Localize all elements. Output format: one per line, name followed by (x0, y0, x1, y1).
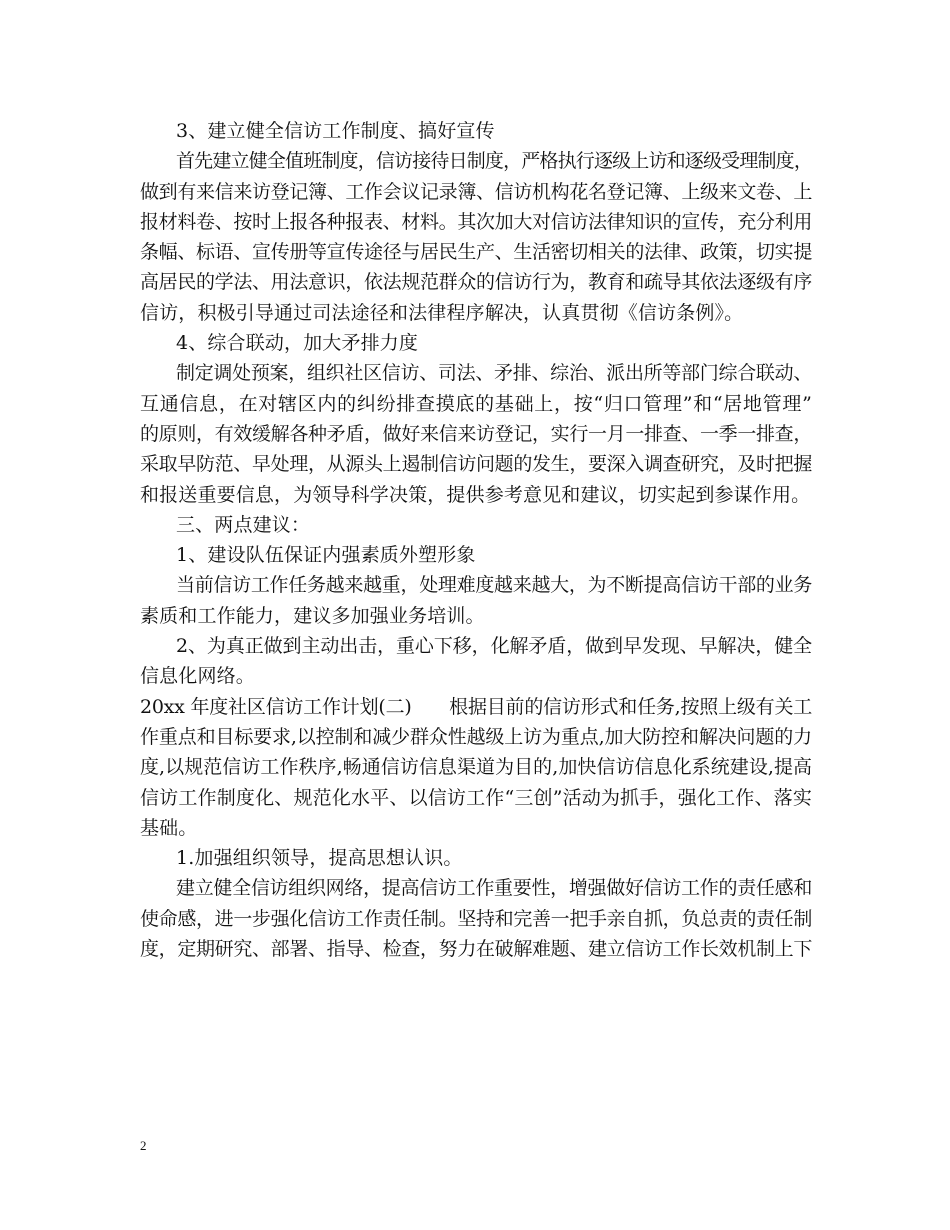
paragraph-line: 做到有来信来访登记簿、工作会议记录簿、信访机构花名登记簿、上级来文卷、上 (140, 180, 812, 203)
heading-3-establish-system: 3、建立健全信访工作制度、搞好宣传 (176, 120, 495, 142)
paragraph-line: 制定调处预案，组织社区信访、司法、矛排、综治、派出所等部门综合联动、 (176, 362, 812, 385)
paragraph-line: 作重点和目标要求,以控制和减少群众性越级上访为重点,加大防控和解决问题的力 (140, 725, 812, 748)
heading-1-leadership: 1.加强组织领导，提高思想认识。 (176, 847, 463, 870)
paragraph-line: 度,以规范信访工作秩序,畅通信访信息渠道为目的,加快信访信息化系统建设,提高 (140, 756, 813, 779)
plan-title-line: 20xx 年度社区信访工作计划(二) 根据目前的信访形式和任务,按照上级有关工 (140, 695, 812, 718)
paragraph-line: 信息化网络。 (140, 665, 255, 688)
heading-1-team-building: 1、建设队伍保证内强素质外塑形象 (176, 544, 476, 567)
paragraph-line: 首先建立健全值班制度，信访接待日制度，严格执行逐级上访和逐级受理制度， (176, 150, 812, 173)
page-number: 2 (140, 1138, 147, 1153)
paragraph-line: 条幅、标语、宣传册等宣传途径与居民生产、生活密切相关的法律、政策，切实提 (140, 241, 812, 264)
paragraph-line: 使命感，进一步强化信访工作责任制。坚持和完善一把手亲自抓，负总责的责任制 (140, 907, 812, 930)
paragraph-line: 信访工作制度化、规范化水平、以信访工作“三创”活动为抓手，强化工作、落实 (140, 786, 812, 809)
paragraph-line: 2、为真正做到主动出击，重心下移，化解矛盾，做到早发现、早解决，健全 (176, 635, 812, 658)
paragraph-line: 当前信访工作任务越来越重，处理难度越来越大，为不断提高信访干部的业务 (176, 574, 812, 597)
paragraph-line: 互通信息，在对辖区内的纠纷排查摸底的基础上，按“归口管理”和“居地管理” (140, 392, 812, 415)
paragraph-line: 报材料卷、按时上报各种报表、材料。其次加大对信访法律知识的宣传，充分利用 (140, 210, 812, 233)
paragraph-line: 素质和工作能力，建议多加强业务培训。 (140, 604, 485, 627)
paragraph-line: 的原则，有效缓解各种矛盾，做好来信来访登记，实行一月一排查、一季一排查， (140, 422, 812, 445)
document-body (140, 116, 812, 964)
paragraph-line: 高居民的学法、用法意识，依法规范群众的信访行为，教育和疏导其依法逐级有序 (140, 271, 812, 294)
heading-4-joint-action: 4、综合联动，加大矛排力度 (176, 332, 419, 355)
paragraph-line: 基础。 (140, 816, 198, 839)
section-heading-suggestions: 三、两点建议： (176, 513, 311, 536)
paragraph-line: 采取早防范、早处理，从源头上遏制信访问题的发生，要深入调查研究，及时把握 (140, 453, 812, 476)
paragraph-line: 和报送重要信息，为领导科学决策，提供参考意见和建议，切实起到参谋作用。 (140, 483, 811, 506)
paragraph-line: 信访，积极引导通过司法途径和法律程序解决，认真贯彻《信访条例》。 (140, 301, 744, 324)
paragraph-line: 建立健全信访组织网络，提高信访工作重要性，增强做好信访工作的责任感和 (176, 877, 812, 900)
paragraph-line: 度，定期研究、部署、指导、检查，努力在破解难题、建立信访工作长效机制上下 (140, 938, 812, 961)
